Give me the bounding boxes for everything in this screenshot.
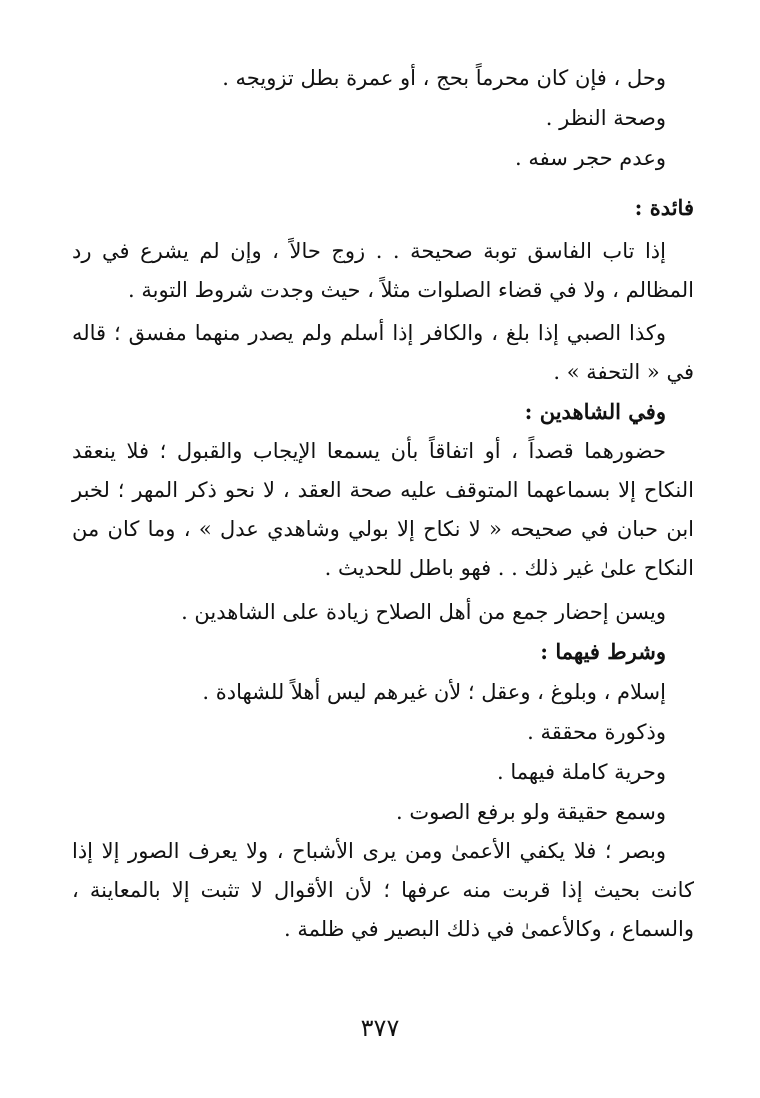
paragraph: إذا تاب الفاسق توبة صحيحة . . زوج حالاً ، وإن لم يشرع في رد المظالم ، ولا في قضاء الصلوات مثلاً ، حيث وجدت شروط التوبة . (72, 239, 694, 302)
section-heading: وفي الشاهدين : (524, 399, 666, 424)
text-line: وعدم حجر سفه . (515, 146, 666, 170)
page-number: ٣٧٧ (360, 1014, 400, 1042)
paragraph: وبصر ؛ فلا يكفي الأعمىٰ ومن يرى الأشباح ، ولا يعرف الصور إلا إذا كانت بحيث إذا قربت منه عرفها ؛ لأن الأقوال لا تثبت إلا بالمعاينة ، والسماع ، وكالأعمىٰ في ذلك البصير في ظلمة . (72, 839, 694, 941)
text-line: وصحة النظر . (545, 106, 666, 130)
text-line: وحل ، فإن كان محرماً بحج ، أو عمرة بطل تزويجه . (222, 66, 666, 90)
list-item: إسلام ، وبلوغ ، وعقل ؛ لأن غيرهم ليس أهلاً للشهادة . (202, 680, 666, 704)
list-item: وذكورة محققة . (527, 720, 666, 744)
list-item: وحرية كاملة فيهما . (497, 760, 666, 784)
section-heading: فائدة : (634, 195, 694, 220)
page-body (72, 58, 694, 949)
text-line: ويسن إحضار جمع من أهل الصلاح زيادة على الشاهدين . (181, 600, 666, 624)
section-heading: وشرط فيهما : (540, 639, 666, 664)
paragraph: حضورهما قصداً ، أو اتفاقاً بأن يسمعا الإيجاب والقبول ؛ فلا ينعقد النكاح إلا بسماعهما المتوقف عليه صحة العقد ، لا نحو ذكر المهر ؛ لخبر ابن حبان في صحيحه « لا نكاح إلا بولي وشاهدي عدل » ، وما كان من النكاح علىٰ غير ذلك . . فهو باطل للحديث . (72, 439, 694, 580)
paragraph: وكذا الصبي إذا بلغ ، والكافر إذا أسلم ولم يصدر منهما مفسق ؛ قاله في « التحفة » . (72, 321, 694, 384)
list-item: وسمع حقيقة ولو برفع الصوت . (395, 800, 666, 824)
